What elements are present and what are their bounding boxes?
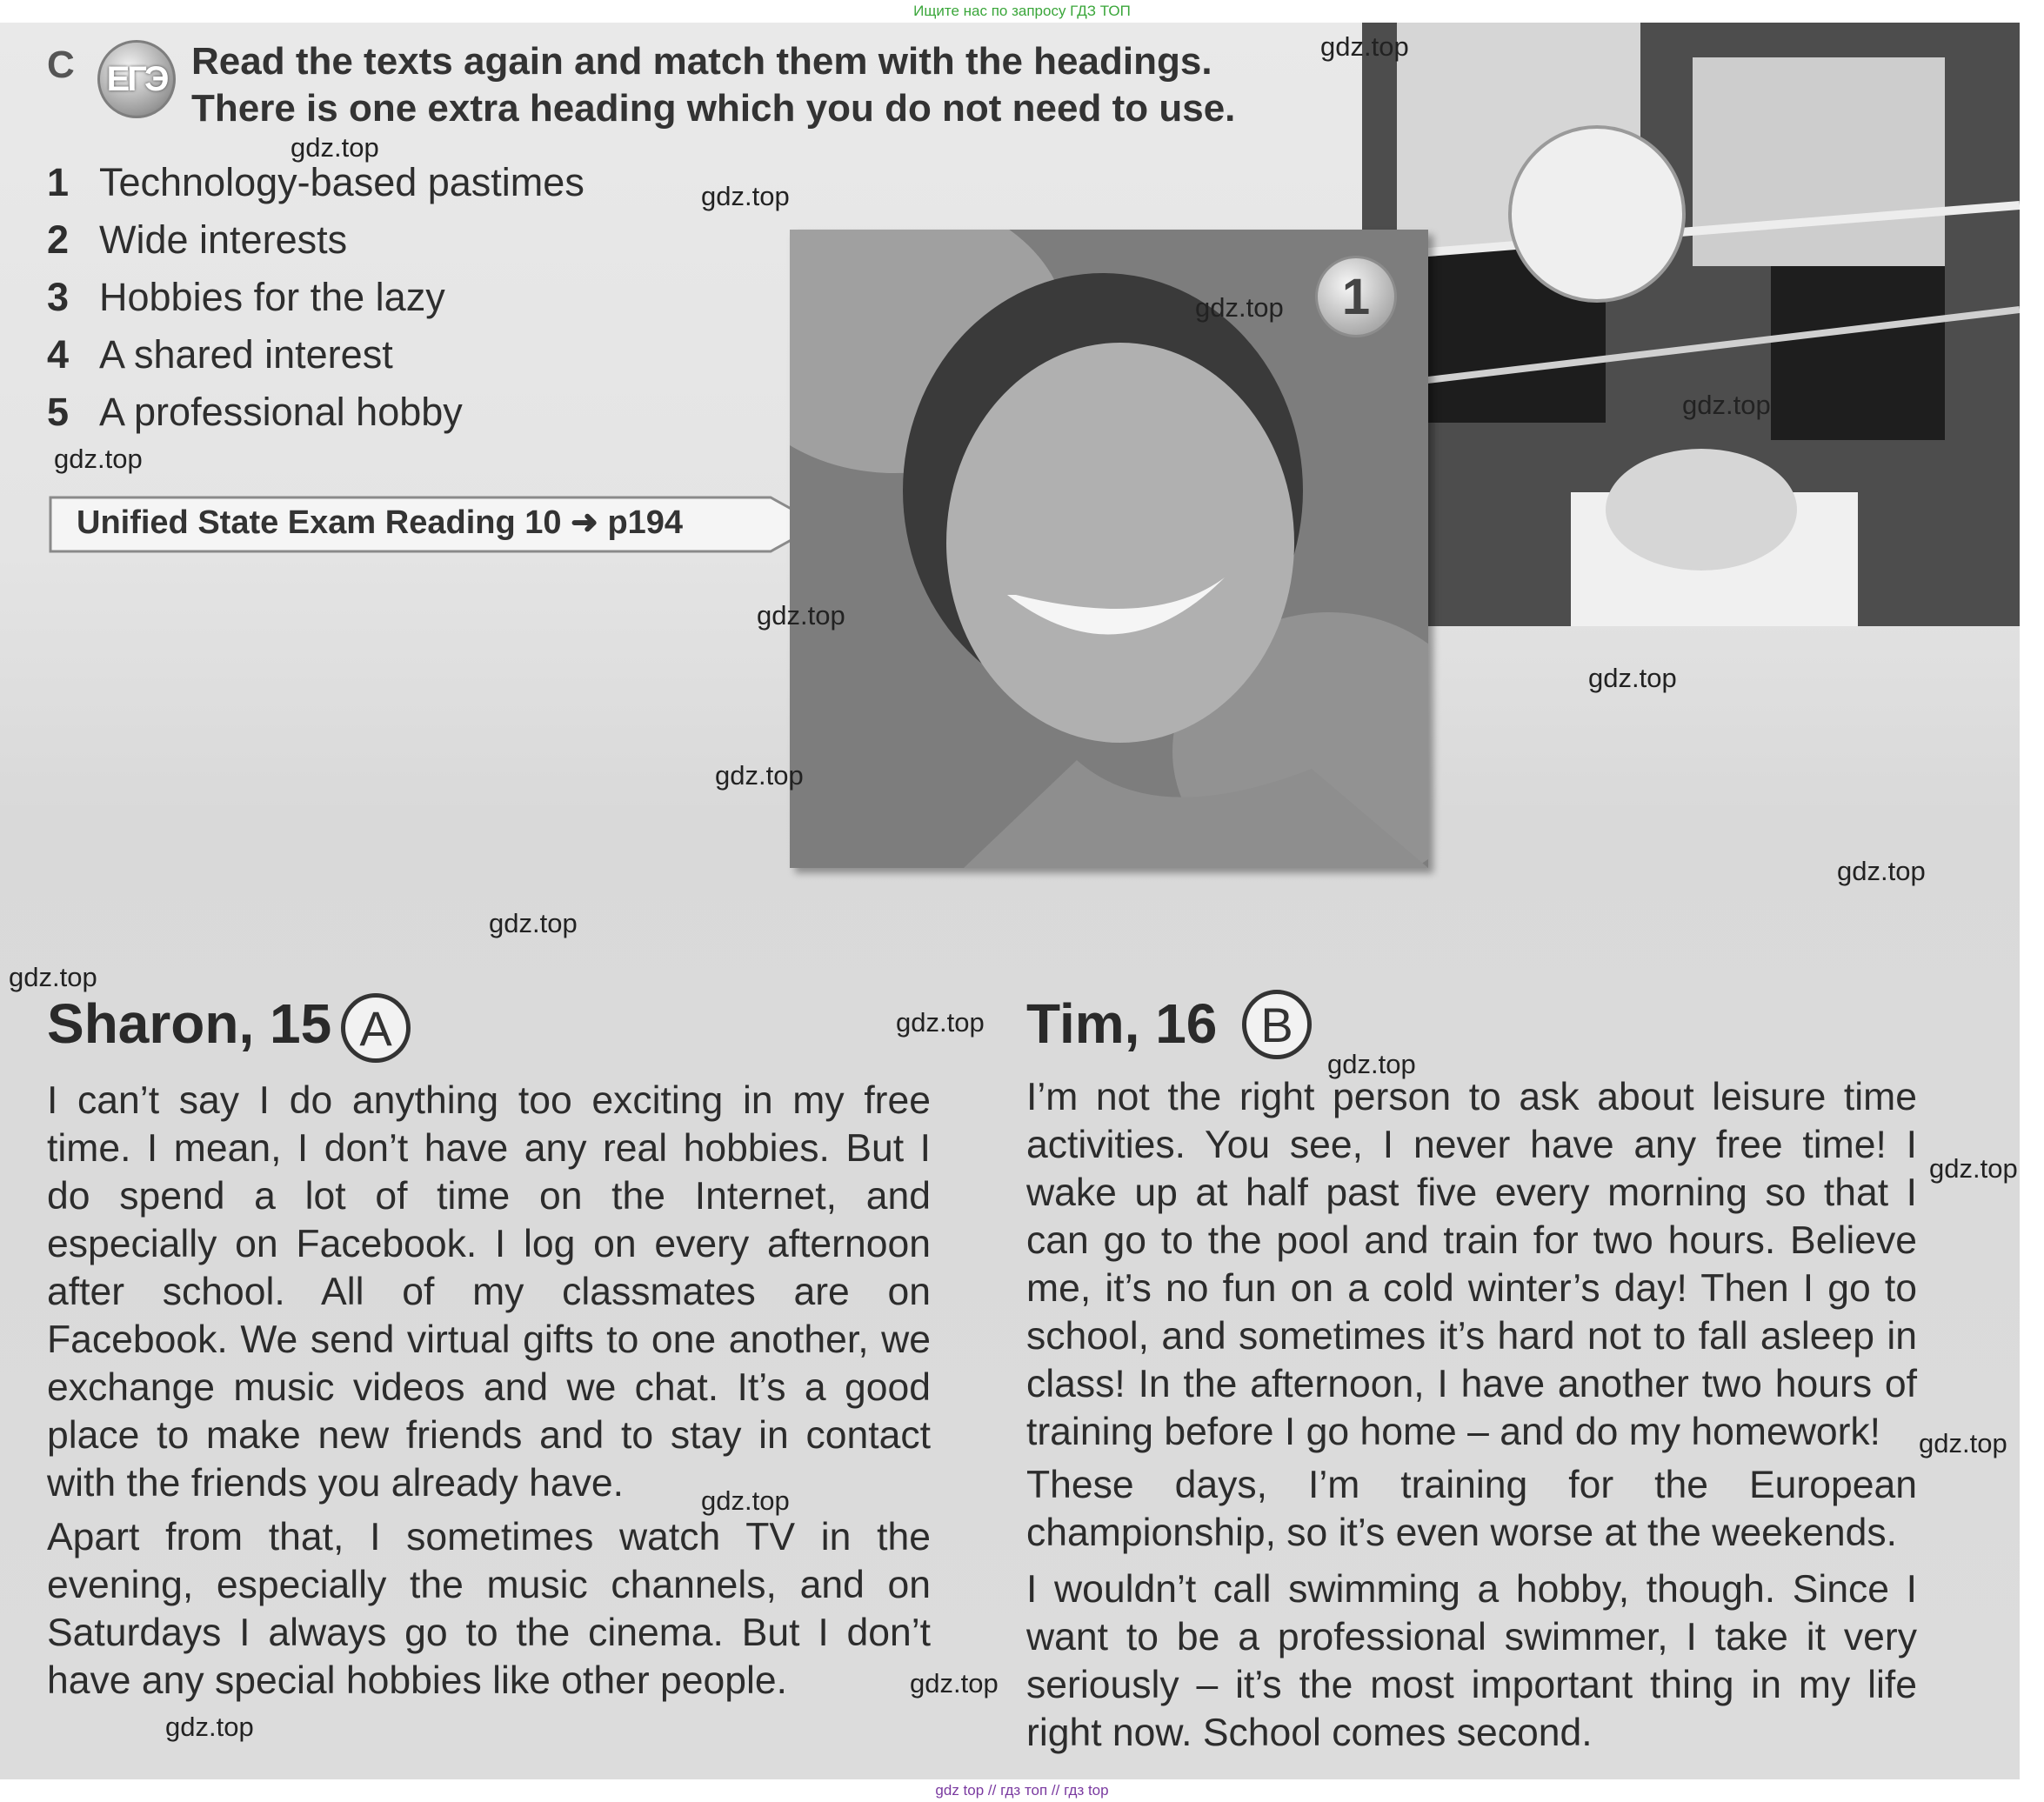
heading-item bbox=[47, 217, 584, 275]
heading-item bbox=[47, 390, 584, 447]
watermark: gdz.top bbox=[1588, 663, 1677, 693]
sharon-paragraph-1: I can’t say I do anything too exciting in my free time. I mean, I don’t have any real hobbies. But I do spend a lot of time on the Internet, and especially on Facebook. I log on every afternoon after school. All of my classmates are on Facebook. We send virtual gifts to one another, we exchange music videos and we chat. It’s a good place to make new friends and to stay in contact with the friends you already have. bbox=[47, 1079, 931, 1505]
watermark: gdz.top bbox=[291, 132, 379, 163]
volleyball-illustration bbox=[1362, 23, 2020, 626]
heading-number: 3 bbox=[47, 275, 70, 319]
instruction-line-1: Read the texts again and match them with the headings. bbox=[191, 40, 1212, 83]
heading-text: Technology-based pastimes bbox=[99, 160, 584, 204]
watermark: gdz.top bbox=[9, 962, 97, 992]
watermark: gdz.top bbox=[1320, 31, 1409, 62]
exam-reference-tag[interactable]: Unified State Exam Reading 10 ➜ p194 bbox=[77, 504, 684, 541]
watermark: gdz.top bbox=[165, 1712, 254, 1742]
watermark: gdz.top bbox=[715, 760, 804, 791]
watermark: gdz.top bbox=[1837, 856, 1926, 886]
watermark: gdz.top bbox=[54, 444, 143, 474]
watermark: gdz.top bbox=[896, 1007, 985, 1038]
watermark: gdz.top bbox=[1327, 1049, 1416, 1079]
heading-text: Hobbies for the lazy bbox=[99, 275, 445, 319]
heading-number: 4 bbox=[47, 332, 70, 377]
heading-item bbox=[47, 332, 584, 390]
watermark: gdz.top bbox=[701, 1485, 790, 1516]
exercise-letter: C bbox=[47, 43, 75, 86]
exercise-instruction bbox=[191, 38, 1322, 132]
heading-number: 1 bbox=[47, 160, 70, 204]
heading-number: 2 bbox=[47, 217, 70, 262]
watermark: gdz.top bbox=[1929, 1153, 2018, 1184]
tim-paragraph-3: I wouldn’t call swimming a hobby, though. Since I want to be a professional swimmer, I take it very seriously – it’s the most important thing in my life right now. School comes second. bbox=[1026, 1568, 1917, 1754]
heading-item bbox=[47, 275, 584, 332]
profile-letter-b: B bbox=[1242, 990, 1312, 1059]
profile-name-sharon: Sharon, 15 bbox=[47, 992, 332, 1055]
profile-letter-a: A bbox=[341, 993, 411, 1063]
heading-text: A professional hobby bbox=[99, 390, 463, 434]
watermark: gdz.top bbox=[701, 181, 790, 211]
profile-name-tim: Tim, 16 bbox=[1026, 992, 1218, 1055]
watermark: gdz.top bbox=[1682, 390, 1771, 420]
heading-text: Wide interests bbox=[99, 217, 348, 262]
watermark: gdz.top bbox=[1195, 292, 1284, 323]
top-banner[interactable]: Ищите нас по запросу ГДЗ ТОП bbox=[913, 3, 1131, 19]
headings-list bbox=[47, 160, 584, 447]
watermark: gdz.top bbox=[910, 1668, 999, 1699]
heading-number: 5 bbox=[47, 390, 70, 434]
heading-item bbox=[47, 160, 584, 217]
instruction-line-2: There is one extra heading which you do not need to use. bbox=[191, 87, 1236, 130]
tim-paragraph-1: I’m not the right person to ask about leisure time activities. You see, I never have any free time! I wake up at half past five every morning so that I can go to the pool and train for two hours. Believe me, it’s no fun on a cold winter’s day! Then I go to school, and sometimes it’s hard not to fall asleep in class! In the afternoon, I have another two hours of training before I go home – and do my homework! bbox=[1026, 1076, 1917, 1453]
bottom-banner[interactable]: gdz top // гдз топ // гдз top bbox=[935, 1782, 1109, 1799]
ege-icon-label: ЕГЭ bbox=[106, 59, 167, 98]
watermark: gdz.top bbox=[1919, 1428, 2007, 1458]
watermark: gdz.top bbox=[757, 600, 845, 631]
sharon-paragraph-2: Apart from that, I sometimes watch TV in the evening, especially the music channels, and on Saturdays I always go to the cinema. But I don’t have any special hobbies like other people. bbox=[47, 1516, 931, 1702]
heading-text: A shared interest bbox=[99, 332, 393, 377]
watermark: gdz.top bbox=[489, 908, 578, 938]
volleyball-photo bbox=[1362, 23, 2020, 626]
photo-number-badge: 1 bbox=[1315, 256, 1397, 337]
tim-paragraph-2: These days, I’m training for the European championship, so it’s even worse at the weekends. bbox=[1026, 1464, 1917, 1554]
ege-exam-icon bbox=[97, 40, 176, 118]
